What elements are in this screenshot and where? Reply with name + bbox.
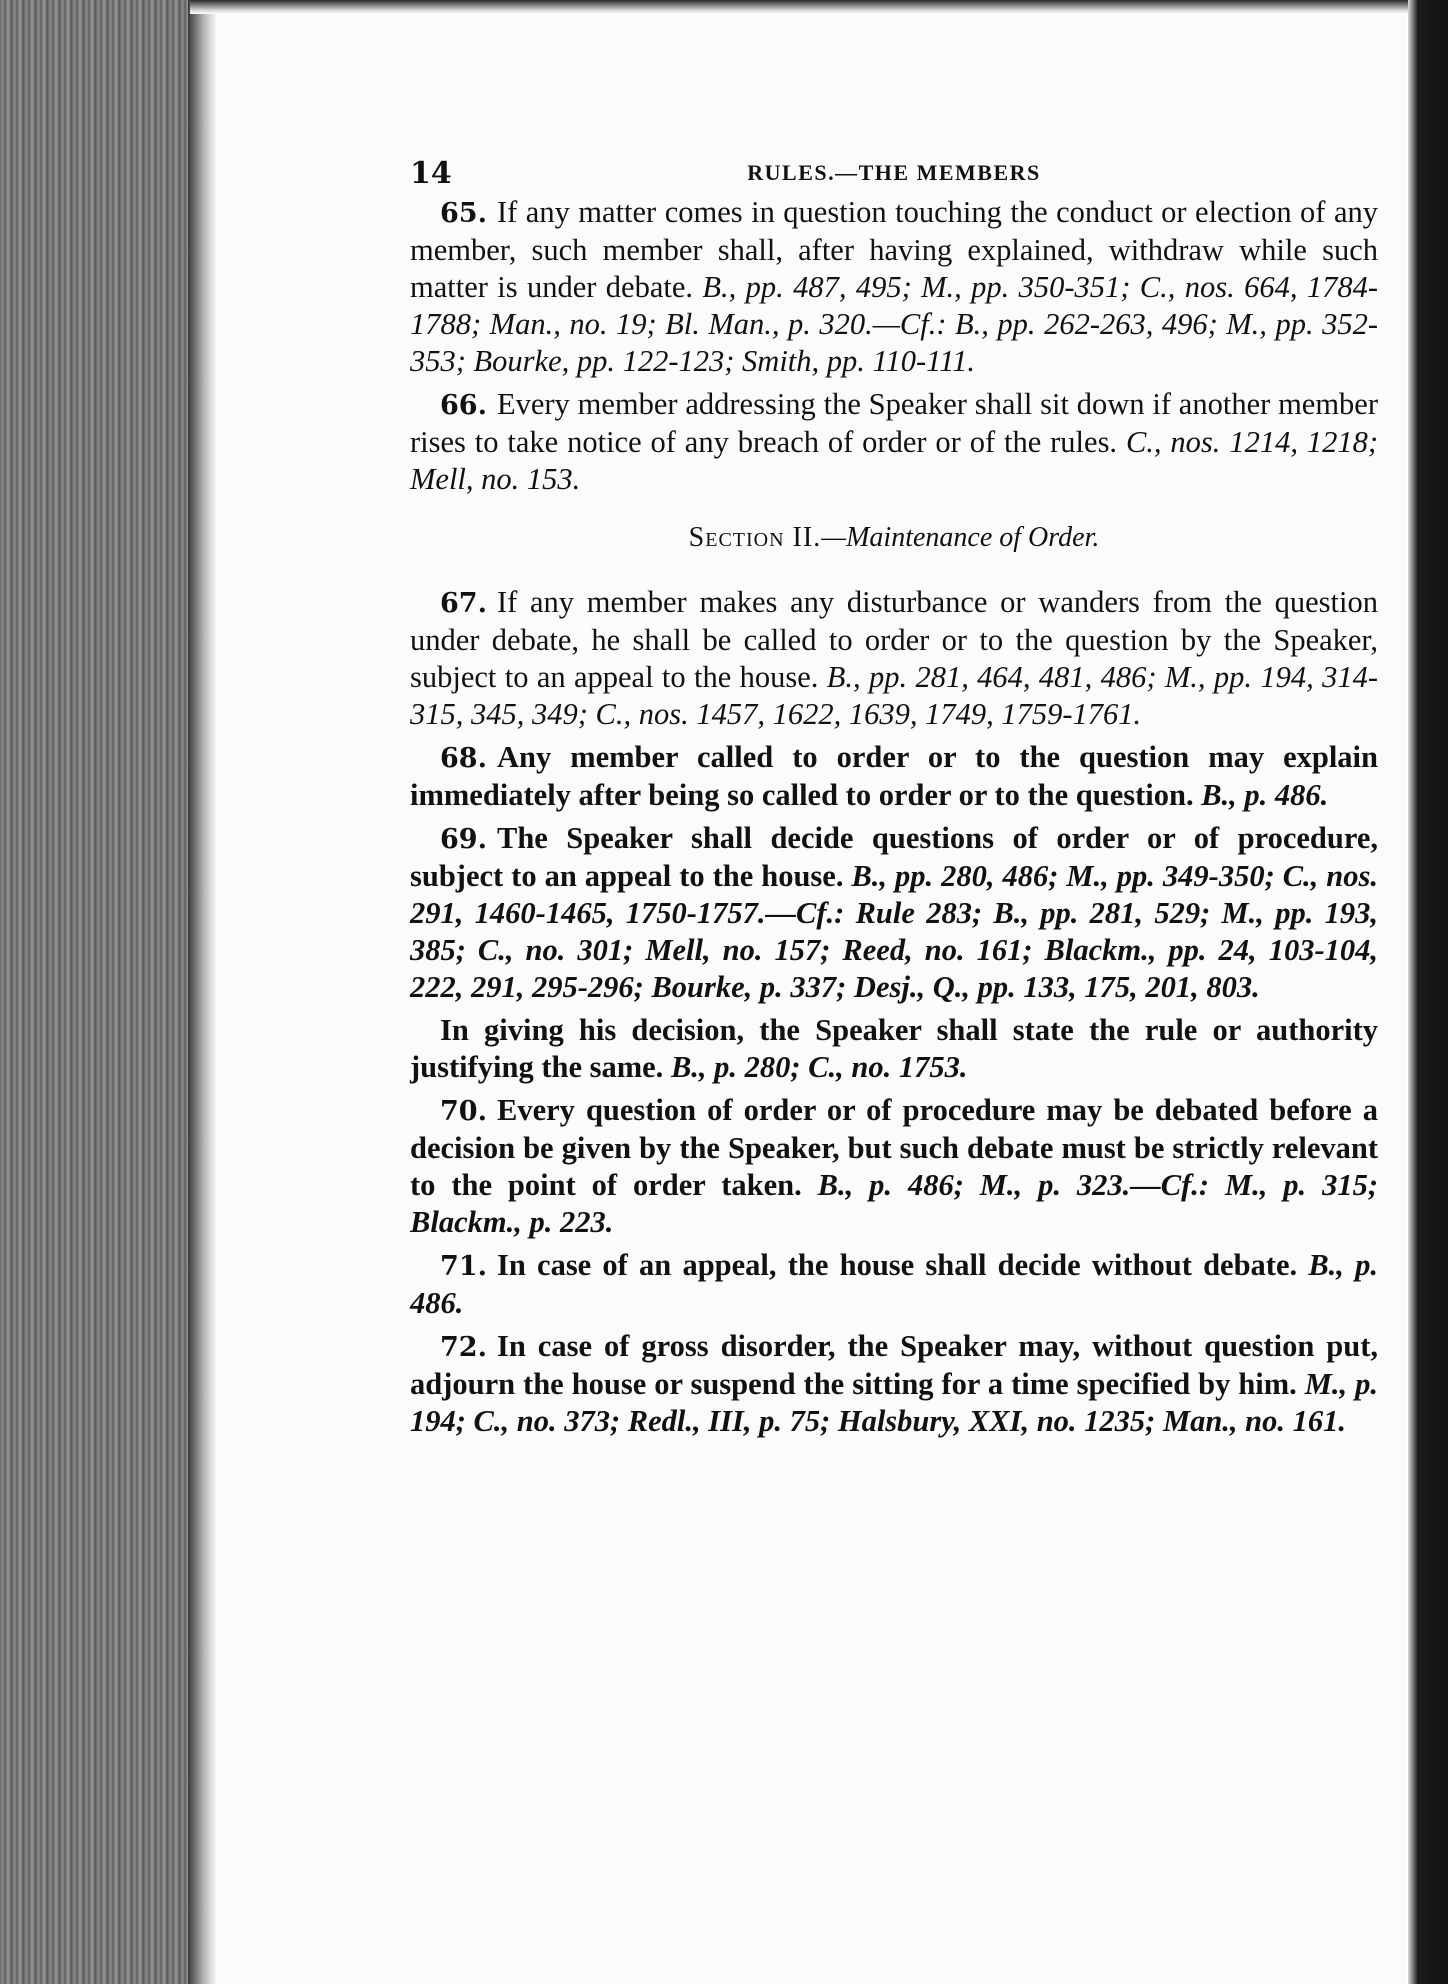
rule-66 [410, 386, 1378, 498]
rule-citation: B., p. 486; M., p. 323.—Cf.: M., p. 315; Blackm., p. 223. [410, 1168, 1379, 1239]
rule-citation: B., p. 280; C., no. 1753. [670, 1050, 968, 1084]
rule-citation: B., p. 486. [410, 1248, 1379, 1320]
rule-number: 69. [440, 824, 487, 855]
running-title: RULES.—THE MEMBERS [747, 160, 1041, 185]
rule-text: If any matter comes in question touching the conduct or election of any member, such member shall, after having explained, withdraw while such matter is under debate. [410, 195, 1378, 304]
rule-text: The Speaker shall decide questions of order or of procedure, subject to an appeal to the house. [410, 821, 1378, 893]
gutter-shadow [188, 0, 216, 1984]
section-heading [410, 522, 1378, 554]
page-content [410, 134, 1378, 1446]
rule-69 [410, 820, 1378, 1006]
rule-67 [410, 584, 1378, 733]
section-label: Section II. [688, 522, 822, 553]
rule-text: If any member makes any disturbance or wanders from the question under debate, he shall be called to order or to the question by the Speaker, subject to an appeal to the house. [410, 585, 1378, 694]
top-shadow [190, 0, 1410, 14]
rule-number: 72. [440, 1332, 487, 1363]
rule-number: 70. [440, 1096, 487, 1127]
rule-number: 68. [440, 743, 487, 774]
rule-citation: M., p. 194; C., no. 373; Redl., III, p. 75; Halsbury, XXI, no. 1235; Man., no. 161. [410, 1367, 1379, 1438]
right-page-edge [1408, 0, 1448, 1984]
rule-text: Every question of order or of procedure may be debated before a decision be given by the Speaker, but such debate must be strictly relevant to the point of order taken. [410, 1093, 1378, 1202]
rule-text: Every member addressing the Speaker shall sit down if another member rises to take notice of any breach of order or of the rules. [410, 387, 1378, 459]
rule-citation: B., pp. 280, 486; M., pp. 349-350; C., nos. 291, 1460-1465, 1750-1757.—Cf.: Rule 283; B., pp. 281, 529; M., pp. 193, 385; C., no. 301; Mell, no. 157; Reed, no. 161; Blackm., pp. 24, 103-104, 222, 291, 295-296; Bourke, p. 337; Desj., Q., pp. 133, 175, 201, 803. [410, 859, 1379, 1004]
rule-text: In giving his decision, the Speaker shall state the rule or authority justifying the same. [410, 1013, 1378, 1084]
section-title: —Maintenance of Order. [821, 522, 1100, 553]
book-page [216, 14, 1406, 1984]
running-head [410, 134, 1378, 194]
page-number: 14 [410, 156, 452, 191]
rule-text: In case of gross disorder, the Speaker may, without question put, adjourn the house or suspend the sitting for a time specified by him. [410, 1329, 1378, 1401]
rule-citation: C., nos. 1214, 1218; Mell, no. 153. [410, 425, 1378, 496]
rule-72 [410, 1328, 1378, 1440]
rule-65 [410, 194, 1378, 380]
rule-citation: B., pp. 281, 464, 481, 486; M., pp. 194, 314-315, 345, 349; C., nos. 1457, 1622, 1639, 1749, 1759-1761. [410, 660, 1378, 731]
rule-69-paragraph-2 [410, 1012, 1378, 1086]
rule-citation: B., p. 486. [1201, 778, 1329, 812]
rule-text: In case of an appeal, the house shall decide without debate. [496, 1248, 1298, 1282]
rule-number: 67. [440, 588, 487, 619]
rule-70 [410, 1092, 1378, 1241]
rule-citation: B., pp. 487, 495; M., pp. 350-351; C., nos. 664, 1784-1788; Man., no. 19; Bl. Man., p. 320.—Cf.: B., pp. 262-263, 496; M., pp. 352-353; Bourke, pp. 122-123; Smith, pp. 110-111. [410, 270, 1379, 378]
rule-68 [410, 739, 1378, 814]
rule-number: 71. [440, 1251, 487, 1282]
rule-number: 66. [440, 390, 487, 421]
rule-text: Any member called to order or to the question may explain immediately after being so called to order or to the question. [410, 740, 1378, 812]
rule-number: 65. [440, 198, 487, 229]
book-page-edges [0, 0, 200, 1984]
rule-71 [410, 1247, 1378, 1322]
